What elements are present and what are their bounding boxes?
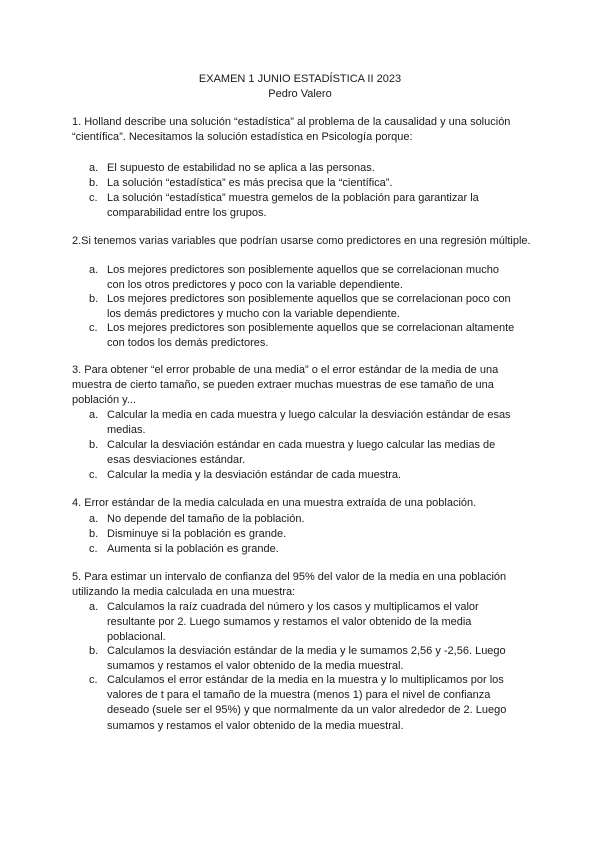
question-4-option-b [89, 527, 519, 542]
question-4: 4. Error estándar de la media calculada en una muestra extraída de una población. [72, 497, 477, 509]
option-marker: c. [89, 674, 98, 686]
question-5-option-b [89, 644, 519, 674]
exam-title: EXAMEN 1 JUNIO ESTADÍSTICA II 2023 [198, 73, 402, 85]
option-text: No depende del tamaño de la población. [107, 513, 305, 525]
option-text: Disminuye si la población es grande. [107, 528, 287, 540]
question-3-option-c [89, 468, 519, 483]
option-text: Calculamos la desviación estándar de la media y le sumamos 2,56 y -2,56. Luego sumamos y restamos el valor obtenido de la media muestral. [107, 645, 506, 673]
option-marker: c. [89, 192, 98, 204]
option-text: Los mejores predictores son posiblemente aquellos que se correlacionan poco con los demás predictores y mucho con la variable dependiente. [107, 293, 511, 321]
option-text: Calcular la desviación estándar en cada muestra y luego calcular las medias de esas desviaciones estándar. [107, 439, 496, 467]
option-text: La solución “estadística” muestra gemelos de la población para garantizar la comparabilidad entre los grupos. [107, 192, 479, 220]
option-text: Los mejores predictores son posiblemente aquellos que se correlacionan mucho con los otros predictores y poco con la variable dependiente. [107, 264, 499, 292]
option-marker: a. [89, 601, 99, 613]
question-1-option-a [89, 161, 519, 176]
option-text: La solución “estadística” es más precisa que la “científica”. [107, 177, 393, 189]
option-text: El supuesto de estabilidad no se aplica a las personas. [107, 162, 375, 174]
question-2-option-c [89, 321, 519, 351]
option-marker: b. [89, 439, 99, 451]
question-3-option-b [89, 438, 519, 468]
option-text: Calcular la media en cada muestra y luego calcular la desviación estándar de esas medias. [107, 409, 511, 437]
question-2: 2.Si tenemos varias variables que podrían usarse como predictores en una regresión múltiple. [72, 235, 531, 247]
option-marker: b. [89, 645, 99, 657]
question-2-option-a [89, 263, 519, 293]
option-text: Calculamos la raíz cuadrada del número y los casos y multiplicamos el valor resultante por 2. Luego sumamos y restamos el valor obtenido de la media poblacional. [107, 601, 479, 644]
question-5-option-c [89, 673, 519, 734]
question-3: 3. Para obtener “el error probable de una media” o el error estándar de la media de una muestra de cierto tamaño, se pueden extraer muchas muestras de ese tamaño de una población y... [72, 364, 499, 407]
question-4-option-c [89, 542, 519, 557]
question-1-option-c [89, 191, 519, 221]
option-marker: a. [89, 513, 99, 525]
option-marker: b. [89, 177, 99, 189]
question-1: 1. Holland describe una solución “estadística” al problema de la causalidad y una solución “científica”. Necesitamos la solución estadística en Psicología porque: [72, 116, 511, 144]
option-marker: a. [89, 409, 99, 421]
option-marker: c. [89, 322, 98, 334]
option-text: Calcular la media y la desviación estándar de cada muestra. [107, 469, 402, 481]
question-4-option-a [89, 512, 519, 527]
question-1-option-b [89, 176, 519, 191]
exam-author: Pedro Valero [268, 88, 332, 100]
option-text: Los mejores predictores son posiblemente aquellos que se correlacionan altamente con todos los demás predictores. [107, 322, 515, 350]
option-text: Aumenta si la población es grande. [107, 543, 279, 555]
question-5: 5. Para estimar un intervalo de confianza del 95% del valor de la media en una población utilizando la media calculada en una muestra: [72, 571, 507, 599]
option-marker: c. [89, 543, 98, 555]
option-marker: b. [89, 528, 99, 540]
question-5-option-a [89, 600, 519, 646]
question-2-option-b [89, 292, 519, 322]
question-3-option-a [89, 408, 519, 438]
option-text: Calculamos el error estándar de la media en la muestra y lo multiplicamos por los valores de t para el tamaño de la muestra (menos 1) para el nivel de confianza deseado (suele ser el 95%) y que normalmente da un valor alrededor de 2. Luego sumamos y restamos el valor obtenido de la media muestral. [107, 674, 507, 732]
option-marker: a. [89, 264, 99, 276]
option-marker: a. [89, 162, 99, 174]
option-marker: c. [89, 469, 98, 481]
option-marker: b. [89, 293, 99, 305]
